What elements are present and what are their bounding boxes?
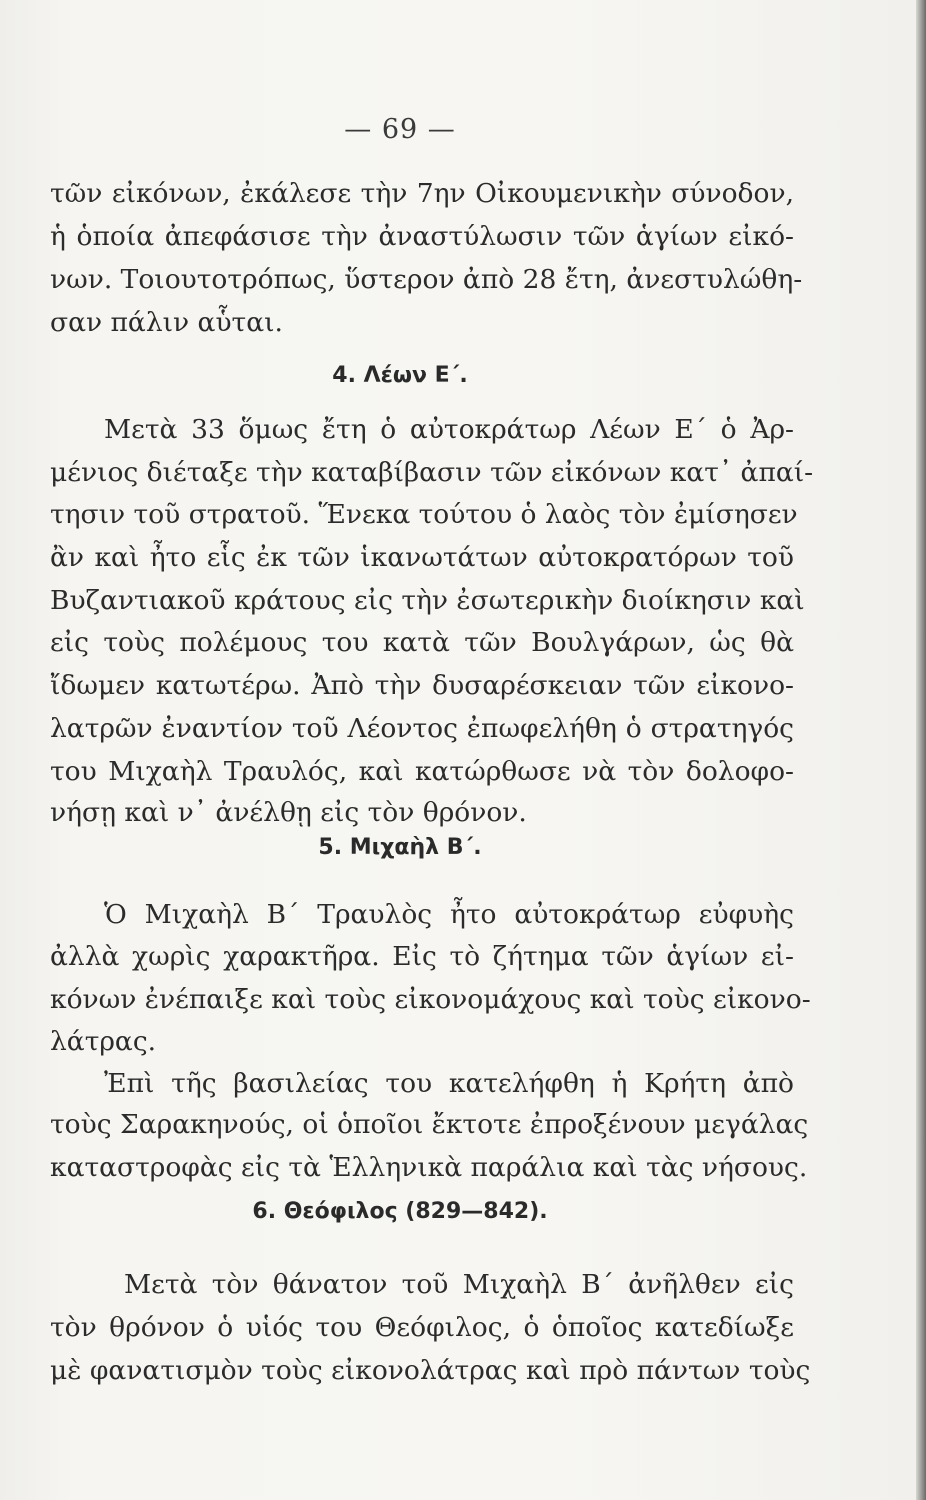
text-line: καταστροφὰς εἰς τὰ Ἑλληνικὰ παράλια καὶ τὰς νήσους. [50, 1152, 808, 1183]
text-line: νων. Τοιουτοτρόπως, ὕστερον ἀπὸ 28 ἔτη, ἀνεστυλώθη- [50, 264, 803, 295]
text-line: τῶν εἰκόνων, ἐκάλεσε τὴν 7ην Οἰκουμενικὴν σύνοδον, [50, 178, 794, 209]
text-line: λάτρας. [50, 1026, 157, 1057]
text-line: μένιος διέταξε τὴν καταβίβασιν τῶν εἰκόνων κατ᾿ ἀπαί- [50, 457, 814, 488]
text-line: ἂν καὶ ἦτο εἷς ἐκ τῶν ἱκανωτάτων αὐτοκρατόρων τοῦ [50, 542, 794, 573]
text-line: Ὁ Μιχαὴλ Β΄ Τραυλὸς ἦτο αὐτοκράτωρ εὐφυὴς [104, 899, 794, 930]
text-line: τοὺς Σαρακηνούς, οἱ ὁποῖοι ἔκτοτε ἐπροξένουν μεγάλας [50, 1109, 809, 1140]
section-heading-michael: 5. Μιχαὴλ Β΄. [318, 835, 482, 860]
section-heading-leon: 4. Λέων Ε΄. [332, 363, 468, 388]
text-line: σαν πάλιν αὗται. [50, 307, 283, 338]
page-edge-shadow [916, 0, 926, 1500]
text-line: τησιν τοῦ στρατοῦ. Ἕνεκα τούτου ὁ λαὸς τὸν ἐμίσησεν [50, 499, 798, 530]
text-line: μὲ φανατισμὸν τοὺς εἰκονολάτρας καὶ πρὸ πάντων τοὺς [50, 1355, 811, 1386]
text-line: Μετὰ τὸν θάνατον τοῦ Μιχαὴλ Β΄ ἀνῆλθεν εἰς [124, 1269, 794, 1300]
text-line: ἡ ὁποία ἀπεφάσισε τὴν ἀναστύλωσιν τῶν ἁγίων εἰκό- [50, 221, 794, 252]
text-line: εἰς τοὺς πολέμους του κατὰ τῶν Βουλγάρων, ὡς θὰ [50, 627, 794, 658]
text-line: νήσῃ καὶ ν᾿ ἀνέλθῃ εἰς τὸν θρόνον. [50, 797, 527, 828]
text-line: Μετὰ 33 ὅμως ἔτη ὁ αὐτοκράτωρ Λέων Ε΄ ὁ Ἀρ- [104, 414, 794, 445]
text-line: τὸν θρόνον ὁ υἱός του Θεόφιλος, ὁ ὁποῖος κατεδίωξε [50, 1312, 794, 1343]
text-line: κόνων ἐνέπαιξε καὶ τοὺς εἰκονομάχους καὶ τοὺς εἰκονο- [50, 984, 811, 1015]
text-line: ἴδωμεν κατωτέρω. Ἀπὸ τὴν δυσαρέσκειαν τῶν εἰκονο- [50, 670, 794, 701]
text-line: του Μιχαὴλ Τραυλός, καὶ κατώρθωσε νὰ τὸν δολοφο- [50, 756, 794, 787]
text-line: Ἐπὶ τῆς βασιλείας του κατελήφθη ἡ Κρήτη ἀπὸ [104, 1068, 794, 1099]
text-line: λατρῶν ἐναντίον τοῦ Λέοντος ἐπωφελήθη ὁ στρατηγός [50, 713, 794, 744]
text-line: ἀλλὰ χωρὶς χαρακτῆρα. Εἰς τὸ ζήτημα τῶν ἁγίων εἰ- [50, 941, 794, 972]
page-number: — 69 — [344, 114, 456, 145]
text-line: Βυζαντιακοῦ κράτους εἰς τὴν ἐσωτερικὴν διοίκησιν καὶ [50, 585, 805, 616]
section-heading-theophilos: 6. Θεόφιλος (829—842). [252, 1199, 548, 1224]
